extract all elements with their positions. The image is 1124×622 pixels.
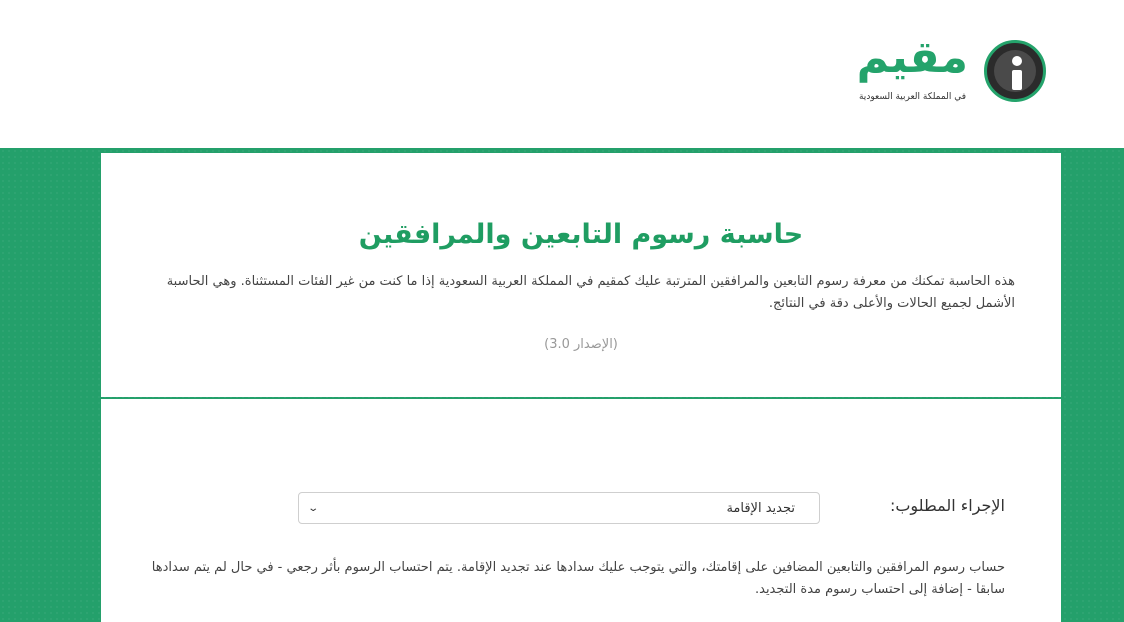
header xyxy=(0,0,1124,148)
action-select-value: تجديد الإقامة xyxy=(726,500,795,516)
logo-name: مقيم xyxy=(856,32,968,83)
info-icon xyxy=(984,40,1046,102)
site-logo[interactable] xyxy=(856,32,1046,110)
version-label: (الإصدار 3.0) xyxy=(544,337,618,352)
form-card xyxy=(101,399,1061,622)
chevron-down-icon: ⌄ xyxy=(307,502,320,514)
action-select[interactable] xyxy=(298,492,820,524)
action-label: الإجراء المطلوب: xyxy=(889,496,1005,515)
intro-card xyxy=(101,153,1061,397)
page-description: هذه الحاسبة تمكنك من معرفة رسوم التابعين والمرافقين المترتبة عليك كمقيم في المملكة العربية السعودية إذا ما كنت من غير الفئات المستثناة. وهي الحاسبة الأشمل لجميع الحالات والأعلى دقة في النتائج. xyxy=(166,274,1015,311)
page-title: حاسبة رسوم التابعين والمرافقين xyxy=(358,219,804,250)
action-info-text: حساب رسوم المرافقين والتابعين المضافين على إقامتك، والتي يتوجب عليك سدادها عند تجديد الإقامة. يتم احتساب الرسوم بأثر رجعي - في حال لم يتم سدادها سابقا - إضافة إلى احتساب رسوم مدة التجديد. xyxy=(151,560,1005,597)
logo-subtitle: في المملكة العربية السعودية xyxy=(858,92,966,102)
